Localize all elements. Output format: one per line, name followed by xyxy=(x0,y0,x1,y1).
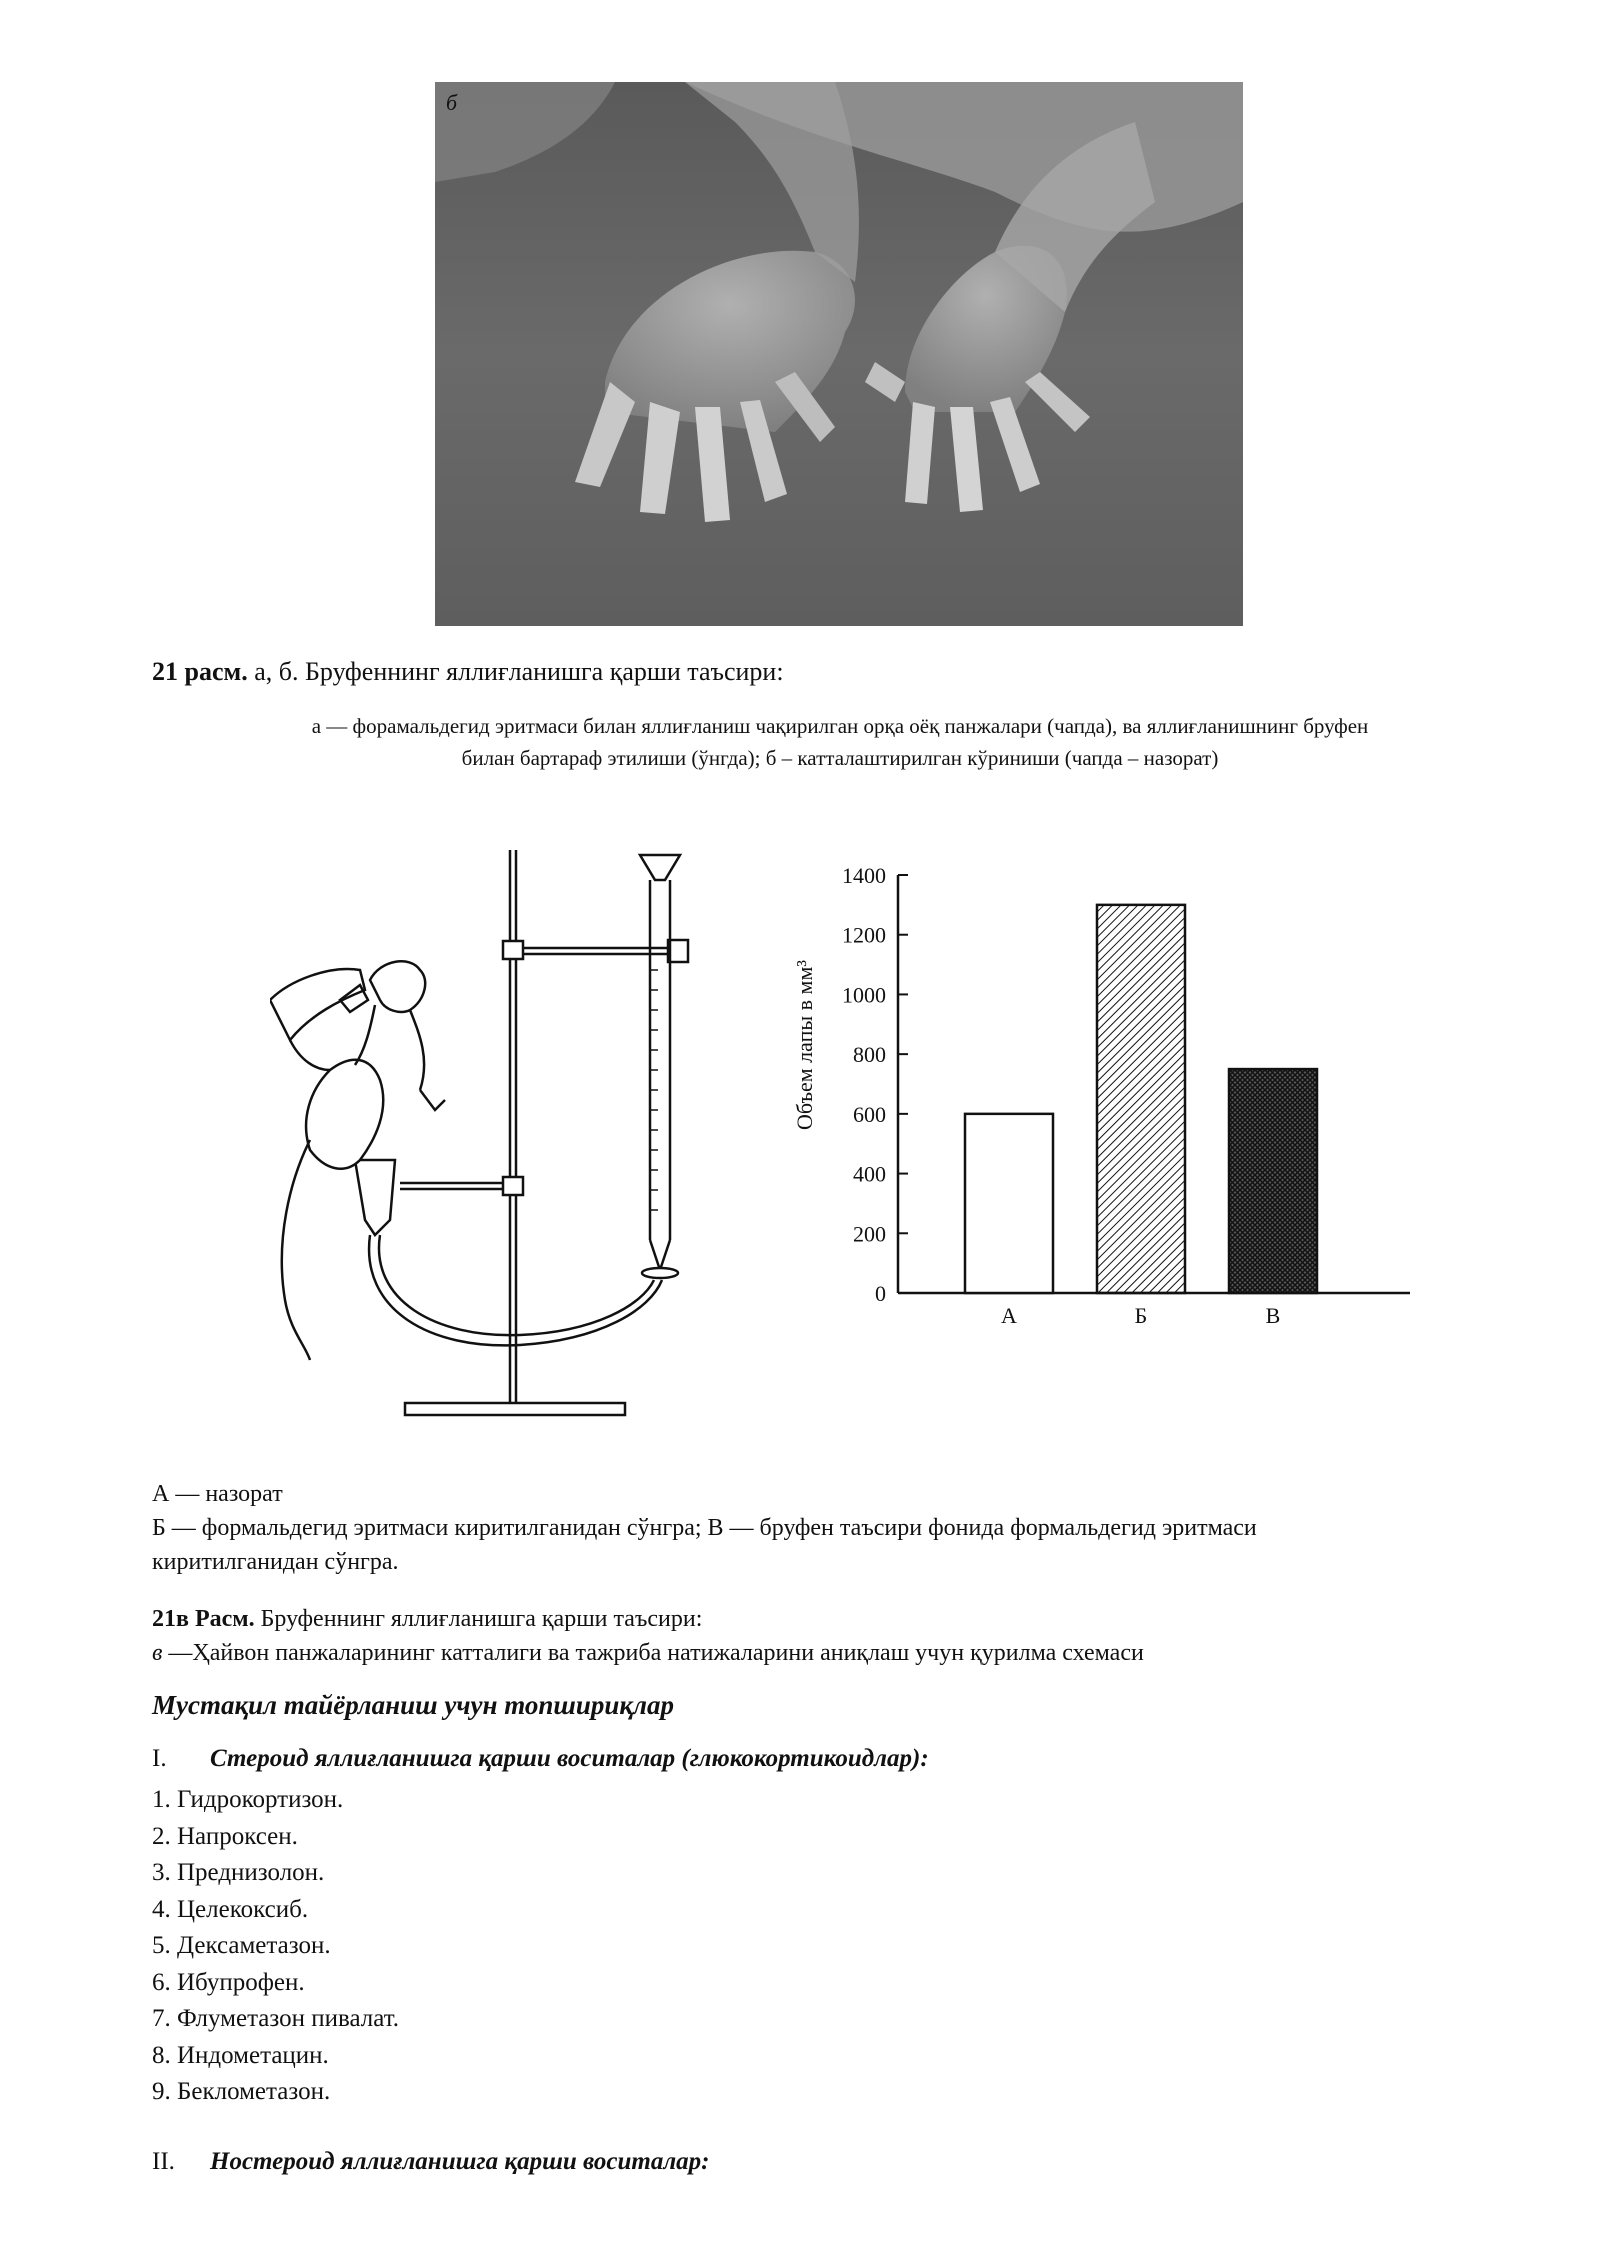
legend-line-c: киритилганидан сўнгра. xyxy=(152,1549,399,1575)
chart-x-tick-label: А xyxy=(1001,1303,1017,1328)
legend-line-b: Б — формальдегид эритмаси киритилганидан сўнгра; В — бруфен таъсири фонида формальдегид эритмаси xyxy=(152,1515,1257,1541)
chart-bar xyxy=(965,1114,1053,1293)
chart-legend-text xyxy=(152,1477,1552,1579)
chart-y-tick-label: 1200 xyxy=(842,922,886,948)
list-item: 1. Гидрокортизон. xyxy=(152,1786,344,1813)
figure-21v-caption xyxy=(152,1602,1552,1670)
legend-line-a: А — назорат xyxy=(152,1481,283,1507)
chart-y-tick-label: 1400 xyxy=(842,863,886,888)
paws-photo xyxy=(435,82,1243,626)
figure-21-caption xyxy=(152,657,784,687)
paw-volume-chart xyxy=(780,855,1420,1375)
figure-21v-label: 21в Расм. xyxy=(152,1606,255,1632)
list-item: 2. Напроксен. xyxy=(152,1822,298,1850)
chart-x-tick-label: Б xyxy=(1134,1303,1148,1328)
list-item: 8. Индометацин. xyxy=(152,2041,329,2069)
group-2-text: Ностероид яллиғланишга қарши воситалар: xyxy=(210,2148,710,2175)
figure-21v-text: Бруфеннинг яллиғланишга қарши таъсири: xyxy=(254,1606,703,1632)
chart-x-tick-label: В xyxy=(1265,1303,1281,1328)
chart-y-tick-label: 400 xyxy=(853,1161,886,1187)
list-item: 3. Преднизолон. xyxy=(152,1859,325,1886)
group-2-number: II. xyxy=(152,2148,175,2175)
figure-21v-sub-letter: в xyxy=(152,1640,163,1666)
tasks-group-1-title xyxy=(152,1745,929,1773)
chart-bar xyxy=(1229,1069,1317,1293)
list-item: 9. Беклометазон. xyxy=(152,2078,331,2105)
photo-letter: б xyxy=(446,90,458,115)
chart-y-tick-label: 200 xyxy=(853,1221,886,1247)
chart-y-tick-label: 800 xyxy=(853,1042,886,1068)
figure-21-caption-text: а, б. Бруфеннинг яллиғланишга қарши таъсири: xyxy=(247,657,784,686)
list-item: 7. Флуметазон пивалат. xyxy=(152,2005,400,2032)
group-1-text: Стероид яллиғланишга қарши воситалар (глюкокортикоидлар): xyxy=(210,1745,929,1772)
list-item: 4. Целекоксиб. xyxy=(152,1895,309,1923)
tasks-group-2-title xyxy=(152,2148,710,2176)
drug-list xyxy=(152,1782,399,2111)
apparatus-diagram xyxy=(270,840,800,1440)
chart-y-axis-label: Объем лапы в мм³ xyxy=(792,960,817,1130)
chart-y-tick-label: 0 xyxy=(875,1281,886,1306)
list-item: 6. Ибупрофен. xyxy=(152,1968,305,1996)
figure-21-subcaption-line2: билан бартараф этилиши (ўнгда); б – катталаштирилган кўриниши (чапда – назорат) xyxy=(461,746,1219,770)
figure-21v-sub-text: —Ҳайвон панжаларининг катталиги ва тажриба натижаларини аниқлаш учун қурилма схемаси xyxy=(162,1640,1144,1666)
figure-21-label: 21 расм. xyxy=(152,657,248,686)
group-1-number: I. xyxy=(152,1745,167,1772)
figure-21-subcaption xyxy=(150,710,1530,774)
apparatus-drawing xyxy=(270,840,800,1440)
chart-y-tick-label: 600 xyxy=(853,1101,886,1127)
tasks-section-title: Мустақил тайёрланиш учун топшириқлар xyxy=(152,1690,674,1720)
paws-photo-image xyxy=(435,82,1243,626)
list-item: 5. Дексаметазон. xyxy=(152,1932,331,1959)
paw-volume-chart-svg xyxy=(780,855,1420,1375)
chart-y-tick-label: 1000 xyxy=(842,982,886,1008)
chart-bar xyxy=(1097,905,1185,1293)
figure-21-subcaption-line1: а — форамальдегид эритмаси билан яллиғланиш чақирилган орқа оёқ панжалари (чапда), ва яллиғланишнинг бруфен xyxy=(311,714,1369,738)
